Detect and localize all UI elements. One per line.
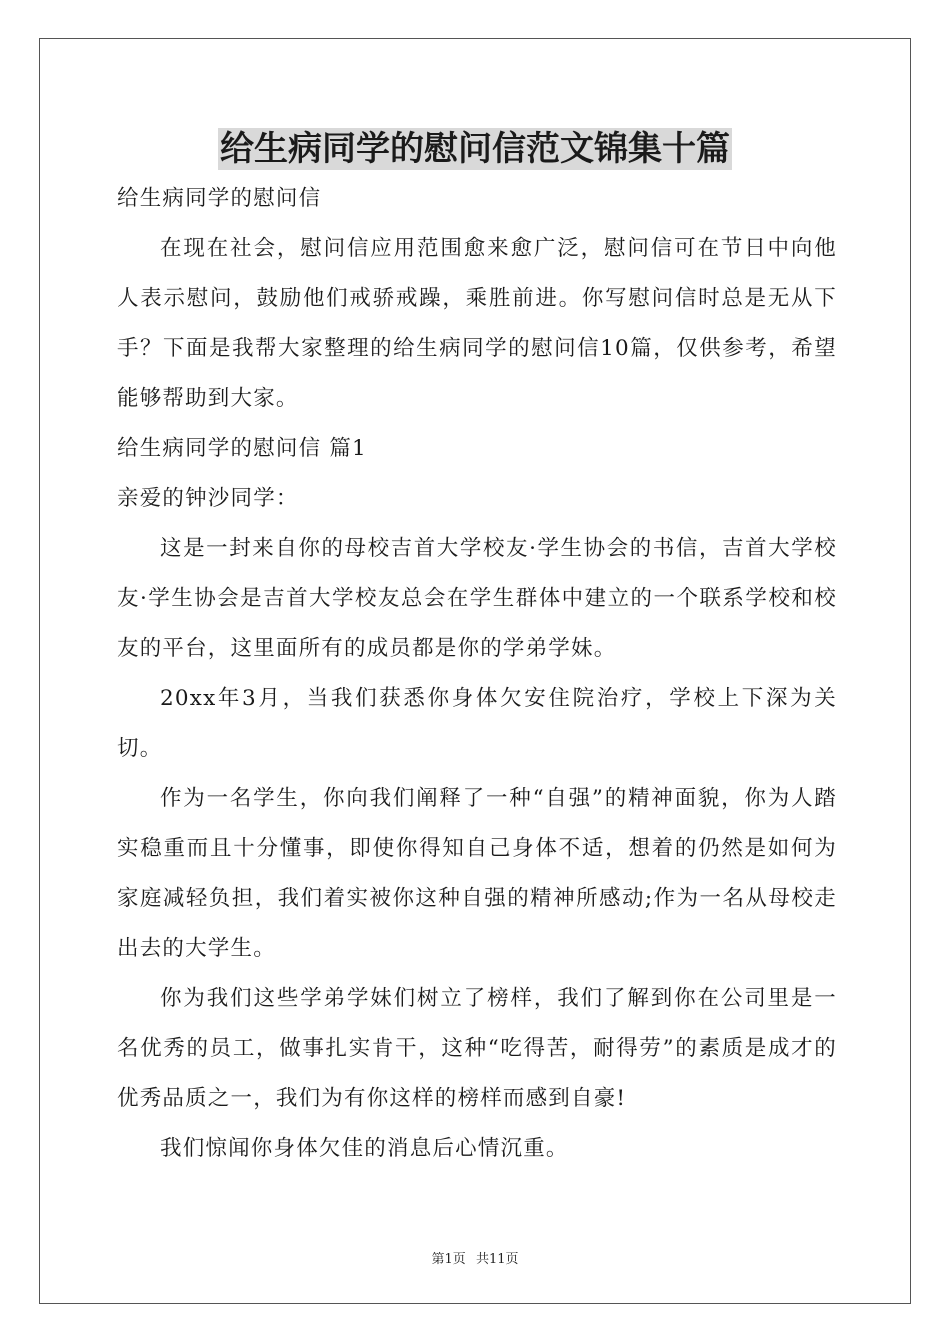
section-heading-1: 给生病同学的慰问信 篇1 [117,436,367,461]
page-total: 共11页 [475,1252,519,1267]
paragraph-intro: 在现在社会，慰问信应用范围愈来愈广泛，慰问信可在节日中向他人表示慰问，鼓励他们戒骄戒躁，乘胜前进。你写慰问信时总是无从下手？下面是我帮大家整理的给生病同学的慰问信10篇，仅供参考，希望能够帮助到大家。 [117,236,837,411]
page-number: 第1页 [431,1252,466,1267]
document-title: 给生病同学的慰问信范文锦集十篇 [220,129,730,169]
letter-salutation: 亲爱的钟沙同学： [117,486,299,511]
paragraph-letter-5: 我们惊闻你身体欠佳的消息后心情沉重。 [160,1136,569,1161]
paragraph-heading-intro: 给生病同学的慰问信 [117,186,322,211]
paragraph-letter-1: 这是一封来自你的母校吉首大学校友·学生协会的书信，吉首大学校友·学生协会是吉首大学校友总会在学生群体中建立的一个联系学校和校友的平台，这里面所有的成员都是你的学弟学妹。 [117,536,837,661]
document-body [117,174,837,1174]
paragraph-letter-4: 你为我们这些学弟学妹们树立了榜样，我们了解到你在公司里是一名优秀的员工，做事扎实肯干，这种“吃得苦，耐得劳”的素质是成才的优秀品质之一，我们为有你这样的榜样而感到自豪! [117,986,837,1111]
paragraph-letter-2: 20xx年3月，当我们获悉你身体欠安住院治疗，学校上下深为关切。 [117,686,837,761]
paragraph-letter-3: 作为一名学生，你向我们阐释了一种“自强”的精神面貌，你为人踏实稳重而且十分懂事，即使你得知自己身体不适，想着的仍然是如何为家庭减轻负担，我们着实被你这种自强的精神所感动;作为一名从母校走出去的大学生。 [117,786,837,961]
title-container [0,128,950,170]
page-footer [0,1248,950,1267]
